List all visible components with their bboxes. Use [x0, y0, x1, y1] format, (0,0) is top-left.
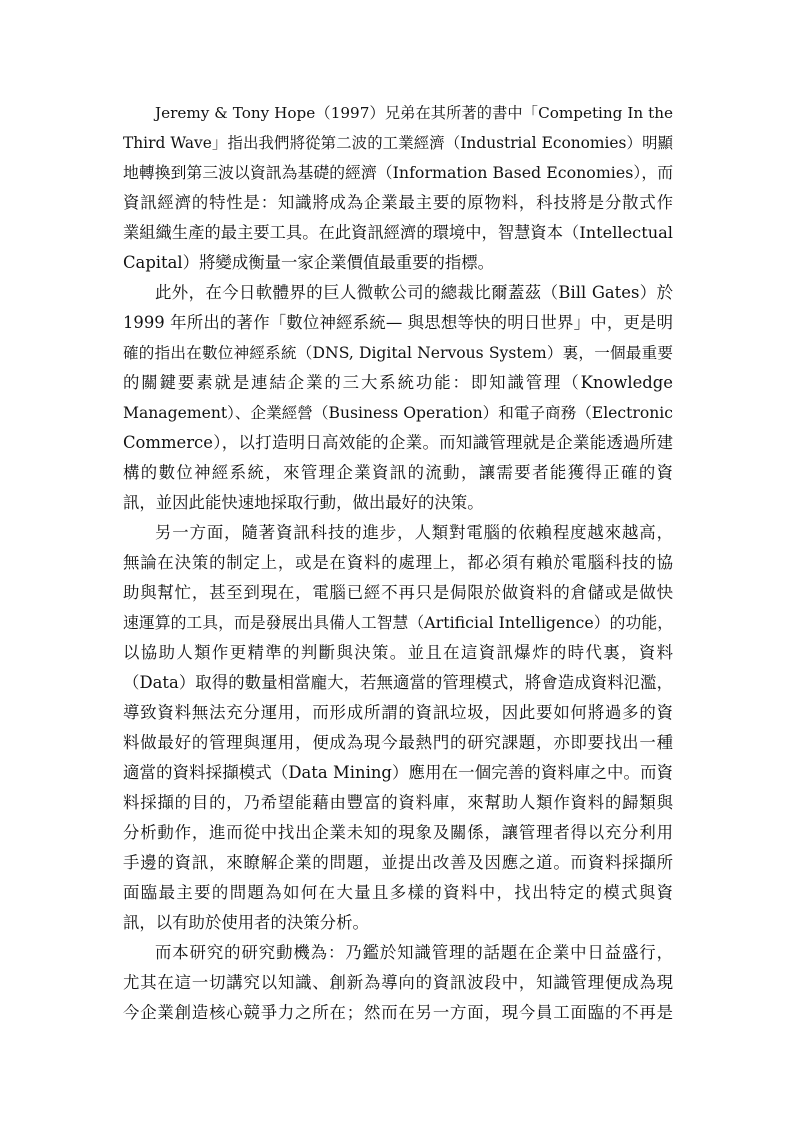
text-line: 助與幫忙，甚至到現在，電腦已經不再只是侷限於做資料的倉儲或是做快 — [123, 583, 673, 602]
text-line: 導致資料無法充分運用，而形成所謂的資訊垃圾，因此要如何將過多的資 — [123, 703, 673, 722]
text-line: 此外，在今日軟體界的巨人微軟公司的總裁比爾蓋茲（Bill Gates）於 — [155, 283, 673, 302]
text-line: Third Wave」指出我們將從第二波的工業經濟（Industrial Economies）明顯 — [123, 134, 673, 152]
text-line: 速運算的工具，而是發展出具備人工智慧（Artificial Intelligence）的功能， — [123, 613, 673, 632]
text-line: 訊，並因此能快速地採取行動，做出最好的決策。 — [123, 493, 484, 512]
text-line: 訊，以有助於使用者的決策分析。 — [123, 913, 369, 932]
text-line: 適當的資料採擷模式（Data Mining）應用在一個完善的資料庫之中。而資 — [123, 763, 673, 782]
text-line: 今企業創造核心競爭力之所在；然而在另一方面，現今員工面臨的不再是 — [123, 1003, 673, 1022]
text-line: 無論在決策的制定上，或是在資料的處理上，都必須有賴於電腦科技的協 — [123, 553, 673, 572]
text-line: Commerce），以打造明日高效能的企業。而知識管理就是企業能透過所建 — [123, 433, 673, 452]
text-line: 1999 年所出的著作「數位神經系統— 與思想等快的明日世界」中，更是明 — [123, 313, 673, 332]
text-line: 確的指出在數位神經系統（DNS, Digital Nervous System）裏，一個最重要 — [123, 344, 673, 362]
text-line: 資訊經濟的特性是：知識將成為企業最主要的原物料，科技將是分散式作 — [123, 193, 673, 212]
text-line: Jeremy & Tony Hope（1997）兄弟在其所著的書中「Competing In the — [155, 104, 673, 122]
text-line: 業組織生產的最主要工具。在此資訊經濟的環境中，智慧資本（Intellectual — [123, 223, 673, 242]
text-line: 構的數位神經系統，來管理企業資訊的流動，讓需要者能獲得正確的資 — [123, 463, 673, 482]
text-line: 另一方面，隨著資訊科技的進步，人類對電腦的依賴程度越來越高， — [155, 523, 673, 542]
text-line: Management）、企業經營（Business Operation）和電子商務（Electronic — [123, 404, 674, 422]
text-line: 面臨最主要的問題為如何在大量且多樣的資料中，找出特定的模式與資 — [123, 883, 673, 902]
text-line: 地轉換到第三波以資訊為基礎的經濟（Information Based Economies），而 — [123, 163, 673, 182]
text-line: 而本研究的研究動機為：乃鑑於知識管理的話題在企業中日益盛行， — [155, 943, 673, 962]
text-line: 料做最好的管理與運用，便成為現今最熱門的研究課題，亦即要找出一種 — [123, 733, 673, 752]
text-line: 手邊的資訊，來瞭解企業的問題，並提出改善及因應之道。而資料採擷所 — [123, 853, 673, 872]
text-line: 分析動作，進而從中找出企業未知的現象及關係，讓管理者得以充分利用 — [123, 823, 673, 842]
text-line: 的關鍵要素就是連結企業的三大系統功能：即知識管理（Knowledge — [123, 373, 673, 392]
text-line: Capital）將變成衡量一家企業價值最重要的指標。 — [123, 253, 495, 272]
text-line: （Data）取得的數量相當龐大，若無適當的管理模式，將會造成資料氾濫， — [123, 673, 673, 692]
text-line: 尤其在這一切講究以知識、創新為導向的資訊波段中，知識管理便成為現 — [123, 973, 673, 992]
text-line: 以協助人類作更精準的判斷與決策。並且在這資訊爆炸的時代裏，資料 — [123, 643, 673, 662]
text-line: 料採擷的目的，乃希望能藉由豐富的資料庫，來幫助人類作資料的歸類與 — [123, 793, 673, 812]
